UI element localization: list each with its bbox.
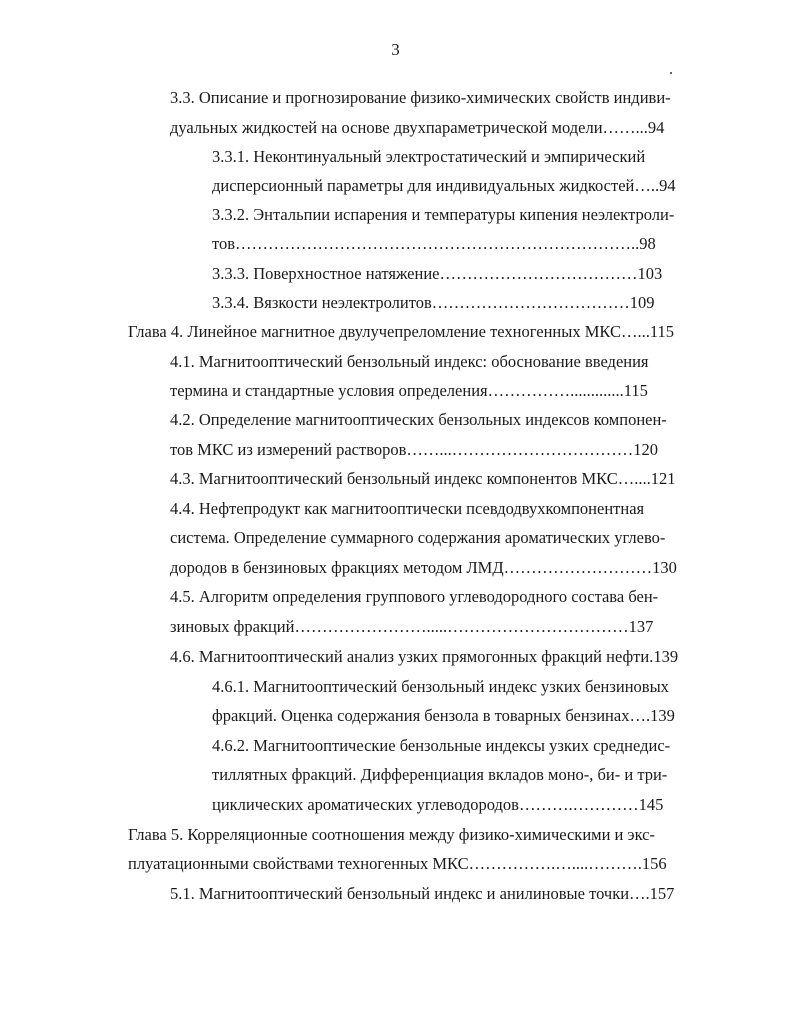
toc-line: 4.6. Магнитооптический анализ узких прямогонных фракций нефти.139 bbox=[170, 647, 679, 666]
toc-line: фракций. Оценка содержания бензола в товарных бензинах….139 bbox=[212, 706, 675, 725]
toc-line: термина и стандартные условия определения…………….............115 bbox=[170, 381, 648, 400]
toc-line: система. Определение суммарного содержания ароматических углево- bbox=[170, 528, 666, 547]
toc-line: 4.5. Алгоритм определения группового углеводородного состава бен- bbox=[170, 587, 659, 606]
toc-line: дородов в бензиновых фракциях методом ЛМД………………………130 bbox=[170, 558, 677, 577]
toc-chapter-line: плуатационными свойствами техногенных МКС…………….…....……….156 bbox=[128, 854, 667, 873]
toc-line: 3.3. Описание и прогнозирование физико-химических свойств индиви- bbox=[170, 88, 671, 107]
toc-chapter-line: Глава 4. Линейное магнитное двулучепреломление техногенных МКС…...115 bbox=[128, 322, 674, 341]
toc-line: дуальных жидкостей на основе двухпараметрической модели……...94 bbox=[170, 118, 665, 137]
page-number: 3 bbox=[391, 40, 400, 59]
toc-line: 3.3.2. Энтальпии испарения и температуры кипения неэлектроли- bbox=[212, 205, 675, 224]
toc-line: 4.2. Определение магнитооптических бензольных индексов компонен- bbox=[170, 410, 667, 429]
toc-line: 4.3. Магнитооптический бензольный индекс компонентов МКС…....121 bbox=[170, 469, 676, 488]
toc-line: дисперсионный параметры для индивидуальных жидкостей…..94 bbox=[212, 176, 676, 195]
toc-line: 4.1. Магнитооптический бензольный индекс: обоснование введения bbox=[170, 352, 649, 371]
toc-chapter-line: Глава 5. Корреляционные соотношения между физико-химическими и экс- bbox=[128, 825, 656, 844]
toc-line: 4.6.2. Магнитооптические бензольные индексы узких среднедис- bbox=[212, 736, 671, 755]
scan-dot bbox=[670, 72, 672, 74]
toc-line: 3.3.1. Неконтинуальный электростатический и эмпирический bbox=[212, 147, 646, 166]
toc-line: 4.4. Нефтепродукт как магнитооптически псевдодвухкомпонентная bbox=[170, 499, 645, 518]
toc-line: 5.1. Магнитооптический бензольный индекс и анилиновые точки….157 bbox=[170, 884, 675, 903]
toc-line: тов………………………………………………………………..98 bbox=[212, 234, 656, 253]
toc-line: 3.3.3. Поверхностное натяжение………………………………103 bbox=[212, 264, 663, 283]
toc-line: 3.3.4. Вязкости неэлектролитов………………………………109 bbox=[212, 293, 655, 312]
toc-line: тиллятных фракций. Дифференциация вкладов моно-, би- и три- bbox=[212, 765, 668, 784]
toc-line: тов МКС из измерений растворов……...……………………………120 bbox=[170, 440, 659, 459]
toc-line: 4.6.1. Магнитооптический бензольный индекс узких бензиновых bbox=[212, 677, 669, 696]
toc-line: циклических ароматических углеводородов……….…………145 bbox=[212, 795, 664, 814]
toc-line: зиновых фракций…………………….....……………………………137 bbox=[170, 617, 654, 636]
